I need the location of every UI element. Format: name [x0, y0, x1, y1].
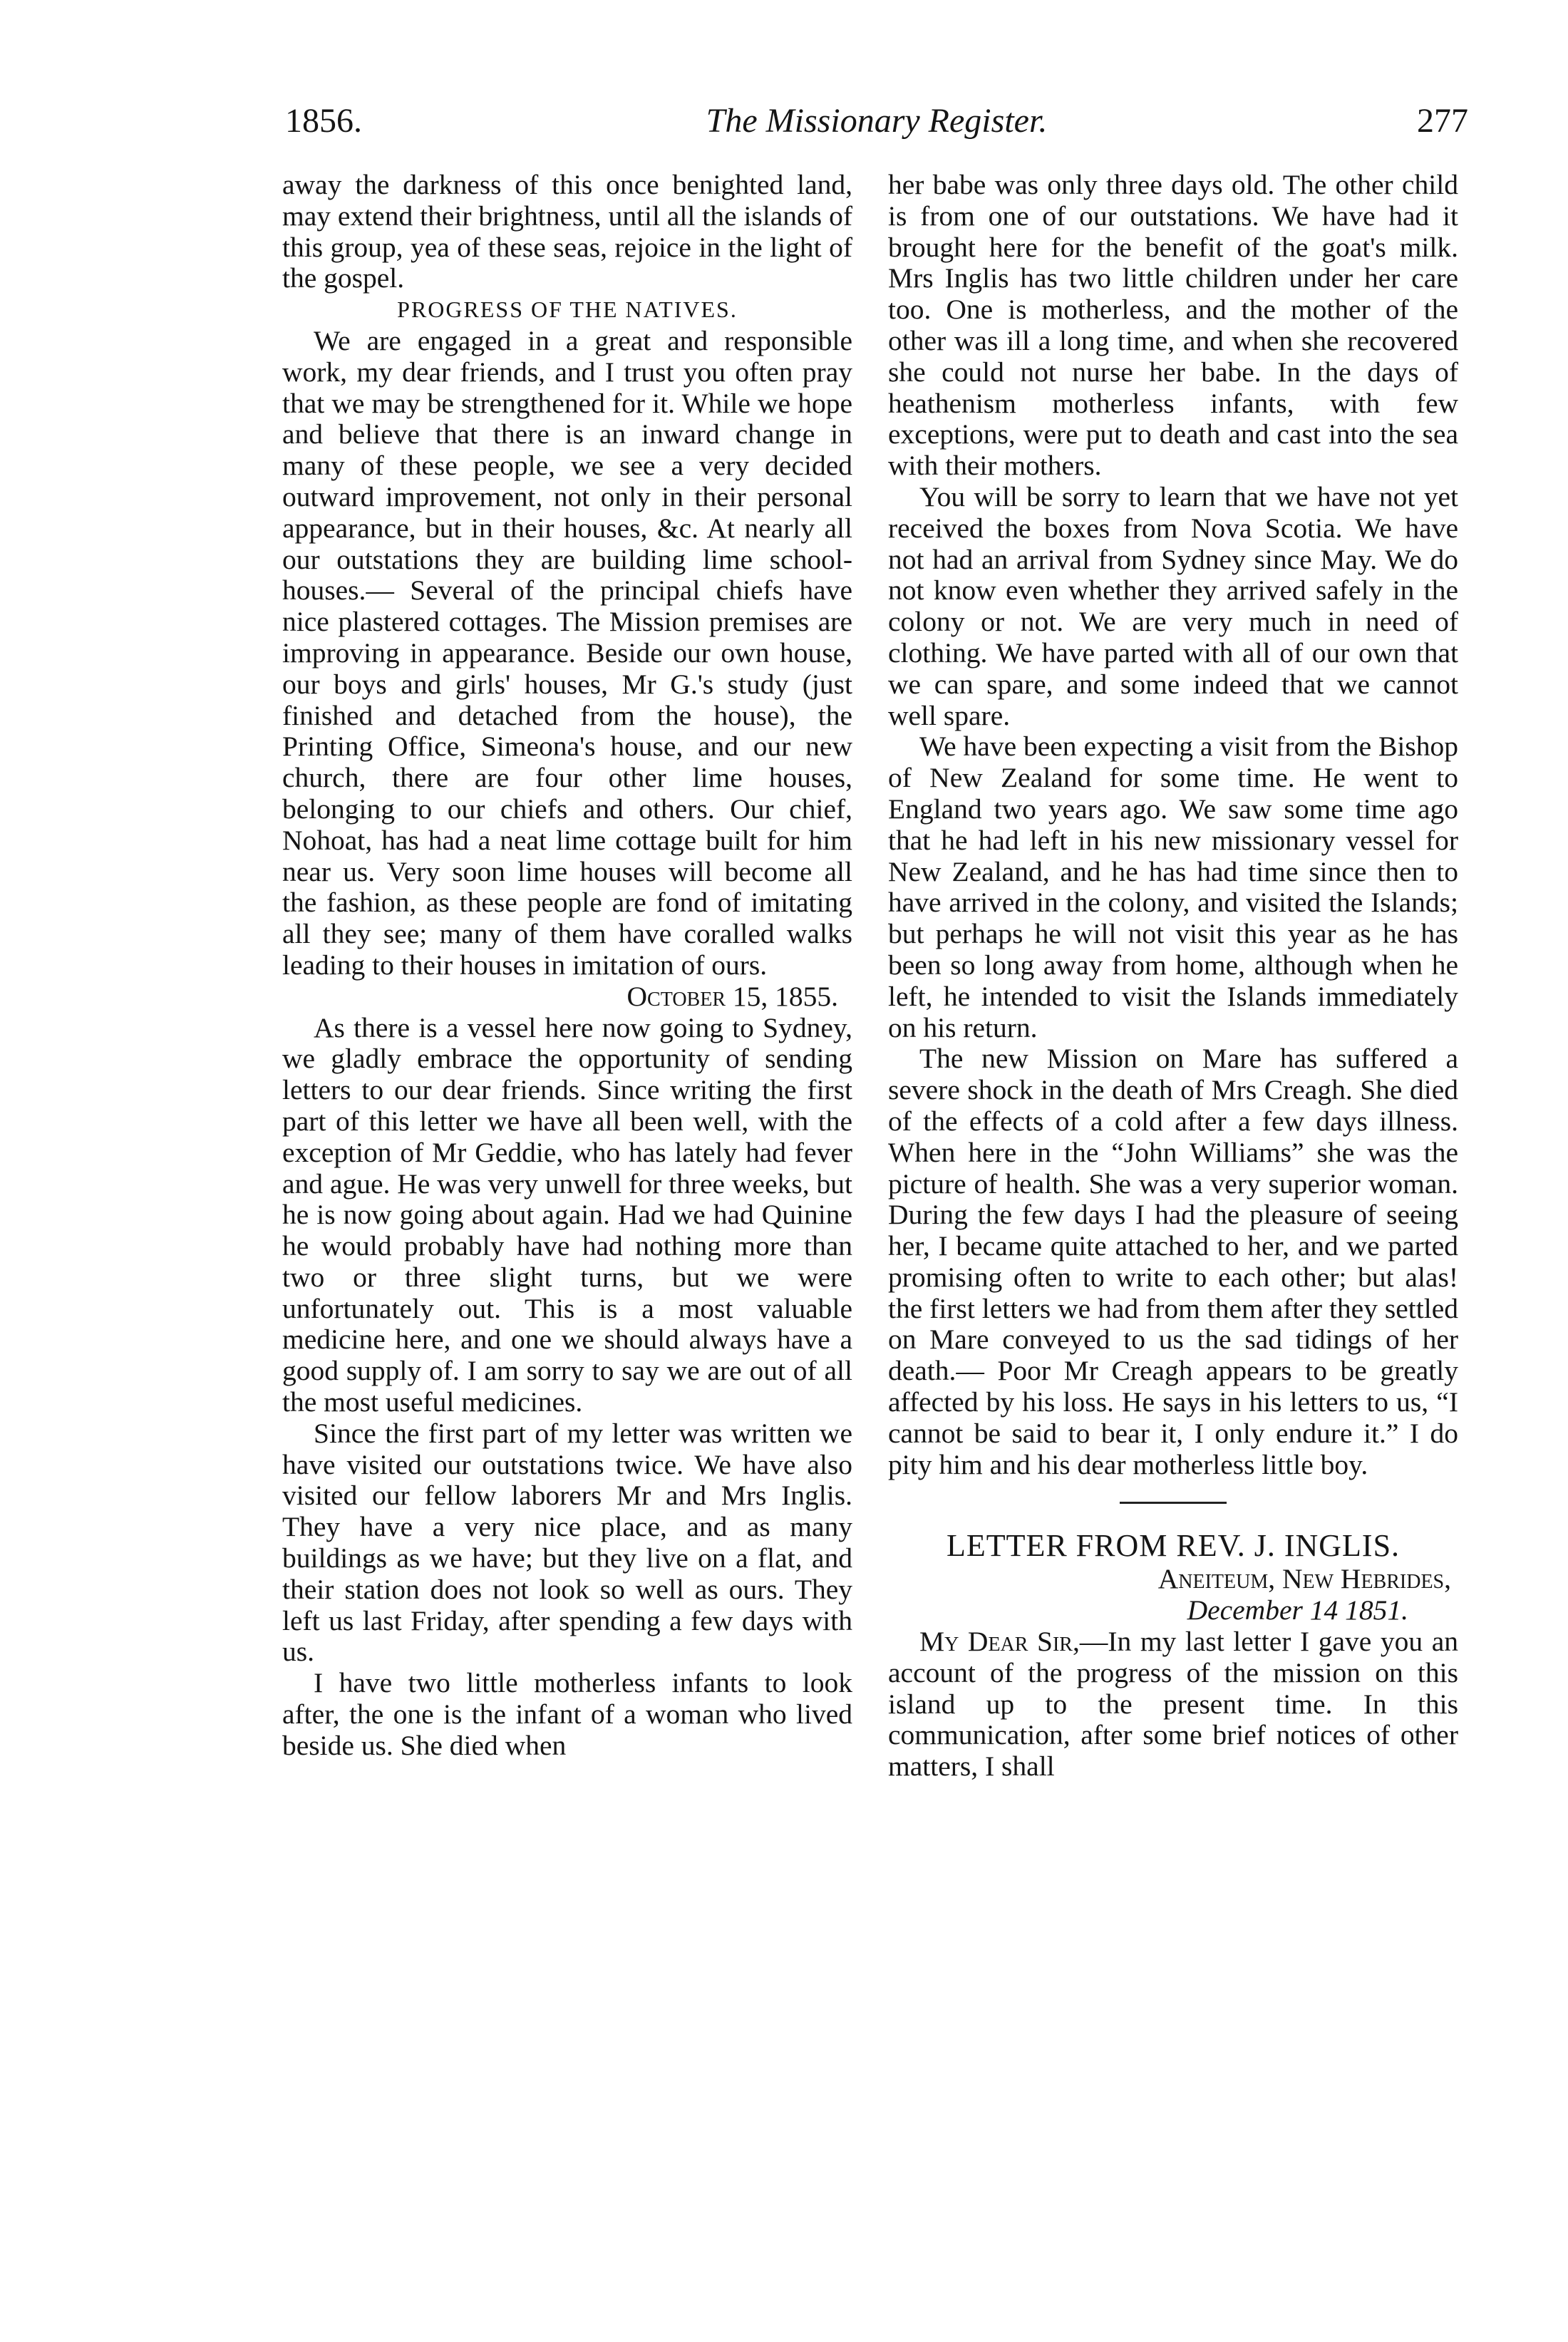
letter-place: Aneiteum, New Hebrides,: [1157, 1563, 1451, 1595]
letter-opening: [888, 1626, 1458, 1783]
header-year: 1856.: [285, 102, 362, 140]
paragraph: The new Mission on Mare has suffered a severe shock in the death of Mrs Creagh. She died of the effects of a cold after a few days illness. When here in the “John Williams” she was the picture of health. She was a very superior woman. During the few days I had the pleasure of seeing her, I became quite attached to her, and we parted promising often to write to each other; but alas! the first letters we had from them after they settled on Mare conveyed to us the sad tidings of her death.— Poor Mr Creagh appears to be greatly affected by his loss. He says in his letters to us, “I cannot be said to bear it, I only endure it.” I do pity him and his dear motherless little boy.: [888, 1043, 1458, 1480]
dateline: October 15, 1855.: [626, 980, 838, 1012]
header-title: The Missionary Register.: [706, 102, 1048, 140]
page-header: [285, 93, 1468, 150]
paragraph: You will be sorry to learn that we have not yet received the boxes from Nova Scotia. We have not had an arrival from Sydney since May. We do not know even whether they arrived safely in the colony or not. We are very much in need of clothing. We have parted with all of our own that we can spare, and some indeed that we cannot well spare.: [888, 480, 1458, 731]
paragraph: Since the first part of my letter was written we have visited our outstations twice. We have also visited our fellow laborers Mr and Mrs Inglis. They have a very nice place, and as many buildings as we have; but they live on a flat, and their station does not look so well as ours. They left us last Friday, after spending a few days with us.: [282, 1417, 852, 1668]
section-divider: [1120, 1502, 1227, 1504]
letter-date: December 14 1851.: [1187, 1594, 1408, 1626]
paragraph: We have been expecting a visit from the Bishop of New Zealand for some time. He went to England two years ago. We saw some time ago that he had left in his new missionary vessel for New Zealand, and he has had time since then to have arrived in the colony, and visited the Islands; but perhaps he will not visit this year as he has been so long away from home, although when he left, he intended to visit the Islands immediately on his return.: [888, 731, 1458, 1043]
paragraph: I have two little motherless infants to look after, the one is the infant of a woman who lived beside us. She died when: [282, 1667, 852, 1761]
paragraph: We are engaged in a great and responsible work, my dear friends, and I trust you often pray that we may be strengthened for it. While we hope and believe that there is an inward change in many of these people, we see a very decided outward improvement, not only in their personal appearance, but in their houses, &c. At nearly all our outstations they are building lime school-houses.— Several of the principal chiefs have nice plastered cottages. The Mission premises are improving in appearance. Beside our own house, our boys and girls' houses, Mr G.'s study (just finished and detached from the house), the Printing Office, Simeona's house, and our new church, there are four other lime houses, belonging to our chiefs and others. Our chief, Nohoat, has had a neat lime cottage built for him near us. Very soon lime houses will become all the fashion, as these people are fond of imitating all they see; many of them have coralled walks leading to their houses in imitation of ours.: [282, 324, 852, 981]
salutation: My Dear Sir,: [919, 1626, 1080, 1658]
paragraph: away the darkness of this once benighted land, may extend their brightness, until all the islands of this group, yea of these seas, rejoice in the light of the gospel.: [282, 169, 852, 294]
page-number: 277: [1417, 102, 1468, 140]
paragraph: her babe was only three days old. The other child is from one of our outstations. We have had it brought here for the benefit of the goat's milk. Mrs Inglis has two little children under her care too. One is motherless, and the mother of the other was ill a long time, and when she recovered she could not nurse her babe. In the days of heathenism motherless infants, with few exceptions, were put to death and cast into the sea with their mothers.: [888, 169, 1458, 482]
paragraph: —In my last letter I gave you an account of the progress of the mission on this island up to the present time. In this communication, after some brief notices of other matters, I shall: [888, 1626, 1458, 1783]
left-column: [282, 170, 852, 1762]
section-subheading: PROGRESS OF THE NATIVES.: [397, 296, 738, 323]
letter-heading: LETTER FROM REV. J. INGLIS.: [946, 1528, 1401, 1564]
right-column: [888, 170, 1458, 1783]
paragraph: As there is a vessel here now going to Sydney, we gladly embrace the opportunity of sending letters to our dear friends. Since writing the first part of this letter we have all been well, with the exception of Mr Geddie, who has lately had fever and ague. He was very unwell for three weeks, but he is now going about again. Had we had Quinine he would probably have had nothing more than two or three slight turns, but we were unfortunately out. This is a most valuable medicine here, and one we should always have a good supply of. I am sorry to say we are out of all the most useful medicines.: [282, 1011, 852, 1418]
